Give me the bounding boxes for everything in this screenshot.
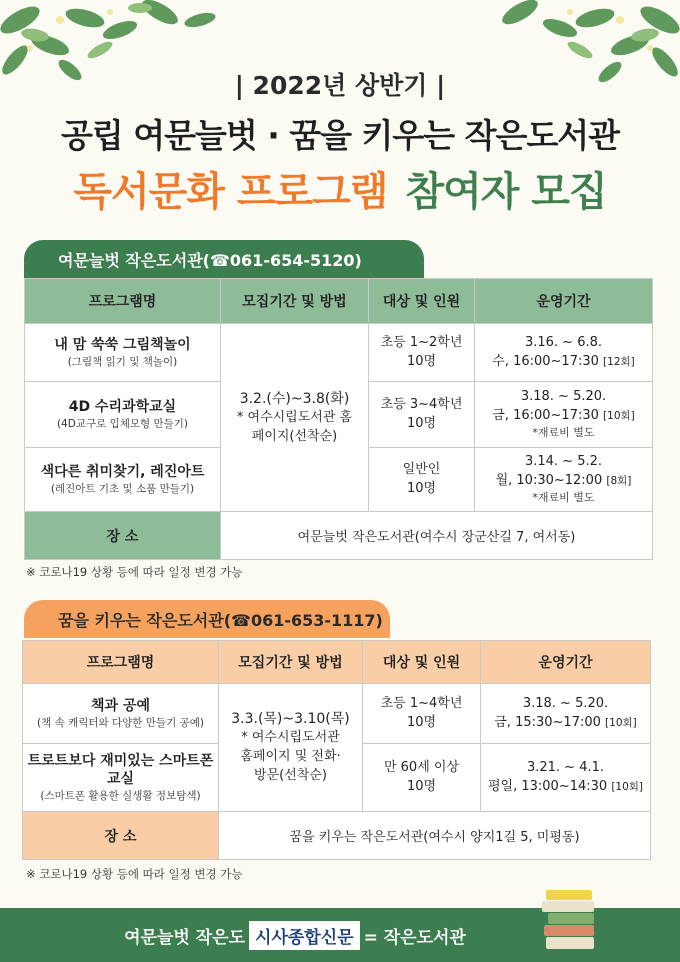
section2-table [22,640,651,860]
title-green: 참여자 모집 [405,169,607,215]
period-cell: 3.16. ~ 6.8. 수, 16:00~17:30 [12회] [475,324,653,382]
place-label: 장 소 [23,812,219,860]
period-cell: 3.21. ~ 4.1. 평일, 13:00~14:30 [10회] [481,744,651,812]
section1-table [24,278,653,560]
col-recruit: 모집기간 및 방법 [219,641,363,684]
col-target: 대상 및 인원 [363,641,481,684]
place-label: 장 소 [25,512,221,560]
title-line-2 [0,160,680,217]
period-cell: 3.18. ~ 5.20. 금, 15:30~17:00 [10회] [481,684,651,744]
place-value: 여문늘벗 작은도서관(여수시 장군산길 7, 여서동) [221,512,653,560]
notice-2: ※ 코로나19 상황 등에 따라 일정 변경 가능 [26,867,243,881]
table-row-place [23,812,651,860]
period-cell: 3.18. ~ 5.20. 금, 16:00~17:30 [10회] *재료비 별도 [475,382,653,448]
program-cell: 색다른 취미찾기, 레진아트 (레진아트 기초 및 소품 만들기) [25,448,221,512]
recruit-cell: 3.2.(수)~3.8(화) * 여수시립도서관 홈페이지(선착순) [221,324,369,512]
table-row [25,324,653,382]
program-cell: 책과 공예 (책 속 캐릭터와 다양한 만들기 공예) [23,684,219,744]
col-period: 운영기간 [481,641,651,684]
period-cell: 3.14. ~ 5.2. 월, 10:30~12:00 [8회] *재료비 별도 [475,448,653,512]
col-target: 대상 및 인원 [369,279,475,324]
target-cell: 일반인 10명 [369,448,475,512]
title-orange: 독서문화 프로그램 [73,169,388,215]
target-cell: 만 60세 이상 10명 [363,744,481,812]
footer-watermark: 시사종합신문 [249,921,360,950]
col-recruit: 모집기간 및 방법 [221,279,369,324]
target-cell: 초등 1~4학년 10명 [363,684,481,744]
section2-tab: 꿈을 키우는 작은도서관(☎061-653-1117) [24,600,390,638]
year-heading: | 2022년 상반기 | [234,71,446,100]
footer-right-text: = 작은도서관 [363,927,466,948]
table-row [23,684,651,744]
target-cell: 초등 1~2학년 10명 [369,324,475,382]
program-cell: 4D 수리과학교실 (4D교구로 입체모형 만들기) [25,382,221,448]
footer-left-text: 여문늘벗 작은도 [124,927,246,948]
books-icon [540,888,600,954]
program-cell: 내 맘 쑥쑥 그림책놀이 (그림책 읽기 및 책놀이) [25,324,221,382]
table-row-place [25,512,653,560]
section1-tab: 여문늘벗 작은도서관(☎061-654-5120) [24,240,424,278]
recruit-cell: 3.3.(목)~3.10(목) * 여수시립도서관 홈페이지 및 전화·방문(선착순) [219,684,363,812]
program-cell: 트로트보다 재미있는 스마트폰 교실 (스마트폰 활용한 실생활 정보탐색) [23,744,219,812]
col-program: 프로그램명 [23,641,219,684]
col-program: 프로그램명 [25,279,221,324]
place-value: 꿈을 키우는 작은도서관(여수시 양지1길 5, 미평동) [219,812,651,860]
notice-1: ※ 코로나19 상황 등에 따라 일정 변경 가능 [26,565,243,579]
col-period: 운영기간 [475,279,653,324]
target-cell: 초등 3~4학년 10명 [369,382,475,448]
title-line-1: 공립 여문늘벗 · 꿈을 키우는 작은도서관 [60,116,620,155]
